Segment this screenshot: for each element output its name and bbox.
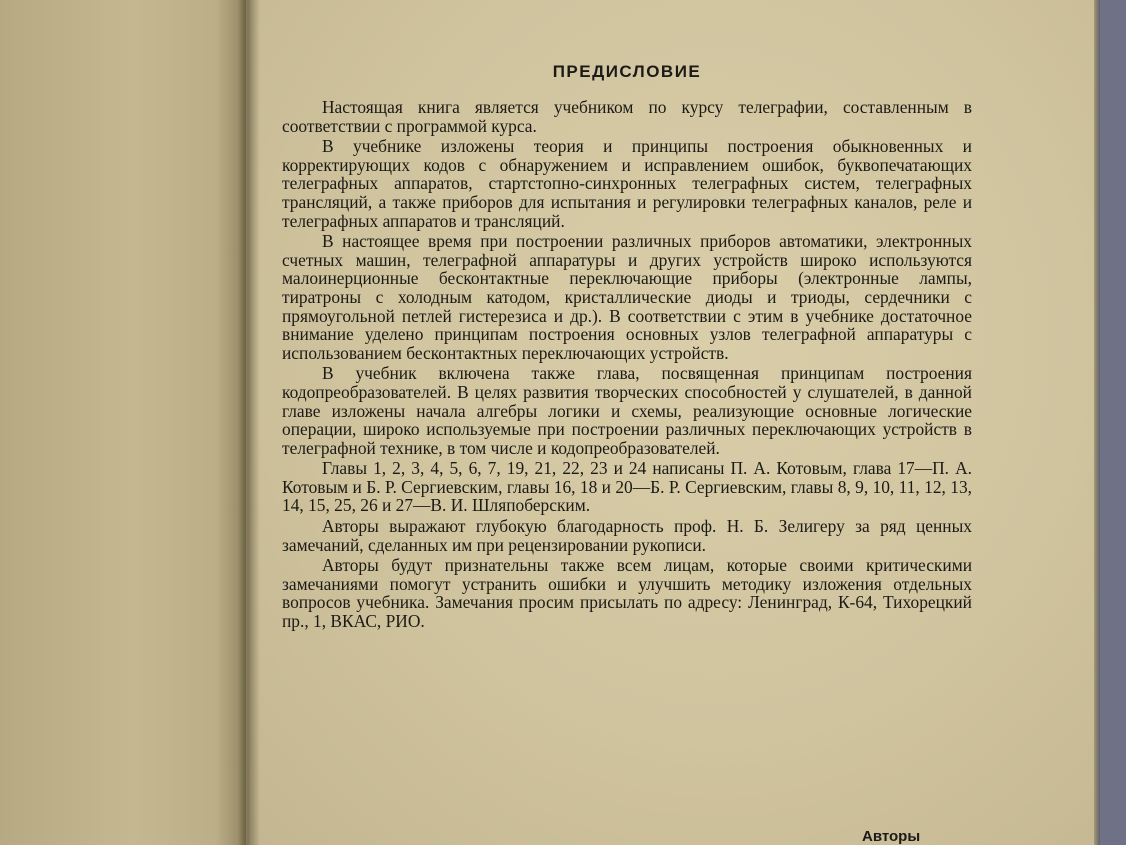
left-page bbox=[0, 0, 246, 845]
preface-text bbox=[282, 62, 972, 631]
paragraph-6: Авторы выражают глубокую благодарность проф. Н. Б. Зелигеру за ряд ценных замечаний, сделанных им при рецензировании рукописи. bbox=[282, 516, 972, 555]
paragraph-5: Главы 1, 2, 3, 4, 5, 6, 7, 19, 21, 22, 23 и 24 написаны П. А. Котовым, глава 17—П. А. Котовым и Б. Р. Сергиевским, главы 16, 18 и 20—Б. Р. Сергиевским, главы 8, 9, 10, 11, 12, 13, 14, 15, 25, 26 и 27—В. И. Шляпоберским. bbox=[282, 458, 972, 516]
paragraph-1: Настоящая книга является учебником по курсу телеграфии, составленным в соответствии с программой курса. bbox=[282, 97, 972, 136]
paragraph-7: Авторы будут признательны также всем лицам, которые своими критическими замечаниями помогут устранить ошибки и улучшить методику изложения отдельных вопросов учебника. Замечания просим присылать по адресу: Ленинград, К-64, Тихорецкий пр., 1, ВКАС, РИО. bbox=[282, 555, 972, 632]
book-gutter bbox=[238, 0, 260, 845]
paragraph-4: В учебник включена также глава, посвященная принципам построения кодопреобразователей. В целях развития творческих способностей у слушателей, в данной главе изложены начала алгебры логики и схемы, реализующие основные логические операции, широко используемые при построении различных переключающих устройств в телеграфной технике, в том числе и кодопреобразователей. bbox=[282, 363, 972, 458]
page-edge bbox=[1094, 0, 1100, 845]
paragraph-3: В настоящее время при построении различных приборов автоматики, электронных счетных машин, телеграфной аппаратуры и других устройств широко используются малоинерционные бесконтактные переключающие приборы (электронные лампы, тиратроны с холодным катодом, кристаллические диоды и триоды, сердечники с прямоугольной петлей гистерезиса и др.). В соответствии с этим в учебнике достаточное внимание уделено принципам построения основных узлов телеграфной аппаратуры с использованием бесконтактных переключающих устройств. bbox=[282, 231, 972, 363]
paragraph-2: В учебнике изложены теория и принципы построения обыкновенных и корректирующих кодов с обнаружением и исправлением ошибок, буквопечатающих телеграфных аппаратов, стартстопно-синхронных телеграфных систем, телеграфных трансляций, а также приборов для испытания и регулировки телеграфных каналов, реле и телеграфных аппаратов и трансляций. bbox=[282, 136, 972, 231]
signature: Авторы bbox=[862, 828, 921, 845]
page-title: ПРЕДИСЛОВИЕ bbox=[552, 62, 702, 81]
